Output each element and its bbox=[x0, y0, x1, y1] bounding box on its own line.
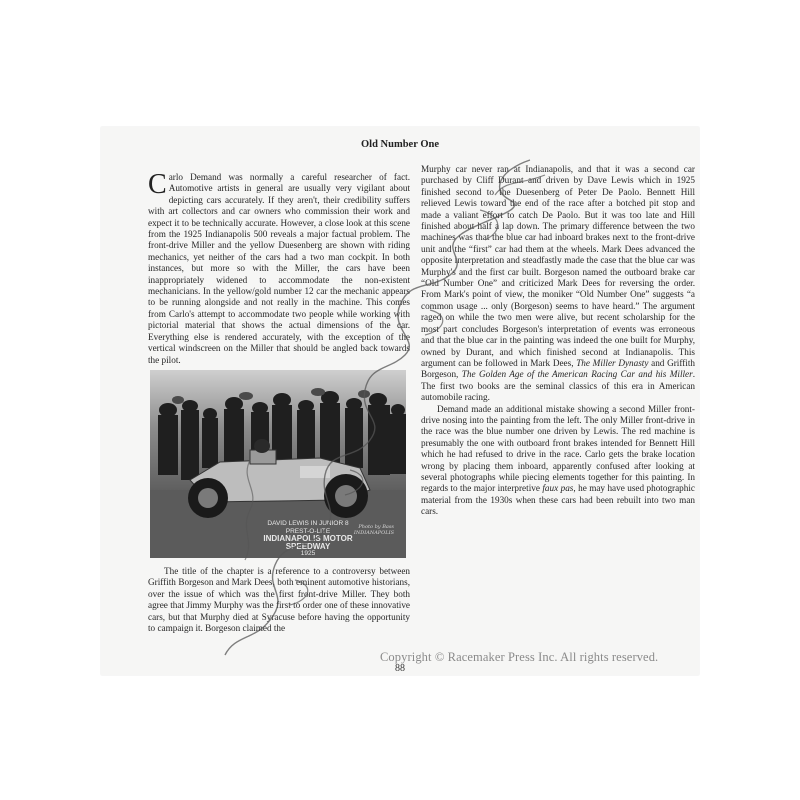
drop-cap: C bbox=[148, 169, 167, 200]
right-paragraph-1-end: . The first two books are the seminal classics of this era in American automobile racing. bbox=[421, 369, 695, 403]
copyright-watermark: Copyright © Racemaker Press Inc. All rights reserved. bbox=[380, 650, 659, 664]
book-title-golden-age: The Golden Age of the American Racing Car and his Miller bbox=[461, 369, 693, 380]
right-paragraph-1-mid: and Griffith Borgeson, bbox=[421, 357, 695, 380]
right-paragraph-2-text: Demand made an additional mistake showing a second Miller front-drive nosing into the painting from the left. The only Miller front-drive in the race was the blue number one driven by Lewis. The red machine is presumably the one with outboard front brakes intended for Bennett Hill which he had refused to drive in the race. Carlo gets the brake location wrong by placing them inboard, apparently confused after looking at several photographs while piecing elements together for this painting. In regards to the major interpretive bbox=[421, 403, 695, 494]
photo-caption-line-4: 1925 bbox=[300, 550, 316, 557]
left-paragraph-2: The title of the chapter is a reference to a controversy between Griffith Borgeson and Mark Dees, both eminent automotive historians, over the issue of which was the first front-drive Miller. They both agree that Jimmy Murphy was the first to order one of these innovative cars, but that Murphy died at Syracuse before having the opportunity to campaign it. Borgeson claimed the bbox=[148, 566, 410, 634]
right-paragraph-2-end: , he may have used photographic material from the 1930s when these cars had been rebuilt into two man cars. bbox=[421, 483, 695, 517]
right-paragraph-2 bbox=[421, 404, 695, 518]
book-page bbox=[101, 127, 699, 675]
photo-caption bbox=[248, 520, 368, 558]
left-paragraph-1 bbox=[148, 169, 410, 366]
historical-race-photo bbox=[150, 370, 406, 558]
right-paragraph-1-text: Murphy car never ran at Indianapolis, and that it was a second car purchased by Cliff Durant and driven by Dave Lewis which in 1925 finished second to the Duesenberg of Peter De Paolo. Bennett Hill relieved Lewis toward the end of the race after a botched pit stop and made a valiant effort to catch De Paolo. But it was too late and Hill finished about half a lap down. The primary difference between the two machines was that the blue car had inboard brakes next to the front-drive unit and the “first” car had them at the wheels. Mark Dees advanced the opposite interpretation and steadfastly made the case that the blue car was Murphy's and the first car built. Borgeson named the outboard brake car “Old Number One” and criticized Mark Dees for reversing the order. From Mark's point of view, the moniker “Old Number One” suggests “a common usage ... only (Borgeson) seems to have heard.” The argument raged on while the two men were alive, but recent scholarship for the most part concludes Borgeson's interpretation of events was erroneous and that the blue car in the painting was indeed the one built for Murphy, owned by Durant, and which finished second at Indianapolis. This argument can be followed in Mark Dees, bbox=[421, 164, 695, 368]
faux-pas-italic: faux pas bbox=[542, 483, 574, 494]
photo-credit-line-2: INDIANAPOLIS bbox=[353, 530, 394, 536]
photo-caption-line-2: PREST-O-LITE bbox=[285, 527, 331, 535]
right-paragraph-1 bbox=[421, 164, 695, 404]
photo-credit bbox=[354, 524, 394, 536]
book-title-miller-dynasty: The Miller Dynasty bbox=[576, 357, 649, 368]
left-column-bottom bbox=[148, 566, 410, 634]
left-column bbox=[148, 169, 410, 366]
right-column bbox=[421, 164, 695, 518]
photo-caption-line-3: INDIANAPOLIS MOTOR SPEEDWAY bbox=[263, 534, 353, 551]
page-number: 88 bbox=[395, 663, 405, 674]
photo-caption-line-1: DAVID LEWIS IN JUNIOR 8 bbox=[267, 520, 349, 527]
left-paragraph-1-text: arlo Demand was normally a careful researcher of fact. Automotive artists in general are usually very vigilant about depicting cars accurately. If they aren't, their credibility suffers with art collectors and car owners who commission their work and expect it to be technically accurate. However, a close look at this scene from the 1925 Indianapolis 500 reveals a major factual problem. The front-drive Miller and the yellow Duesenberg are shown with riding mechanics, yet neither of the cars had a two man cockpit. In both instances, but more so with the Miller, the cars have been inappropriately widened to accommodate the non-existent mechanicians. In the yellow/gold number 12 car the mechanic appears to be running alongside and not really in the machine. This comes from Carlo's attempt to accommodate two people while working with pictorial material that shows the actual dimensions of the car. Everything else is rendered accurately, with the exception of the vertical windscreen on the Miller that should be angled back towards the pilot. bbox=[148, 172, 410, 365]
page-title: Old Number One bbox=[361, 139, 439, 150]
photo-credit-line-1: Photo by Bass bbox=[358, 524, 394, 530]
